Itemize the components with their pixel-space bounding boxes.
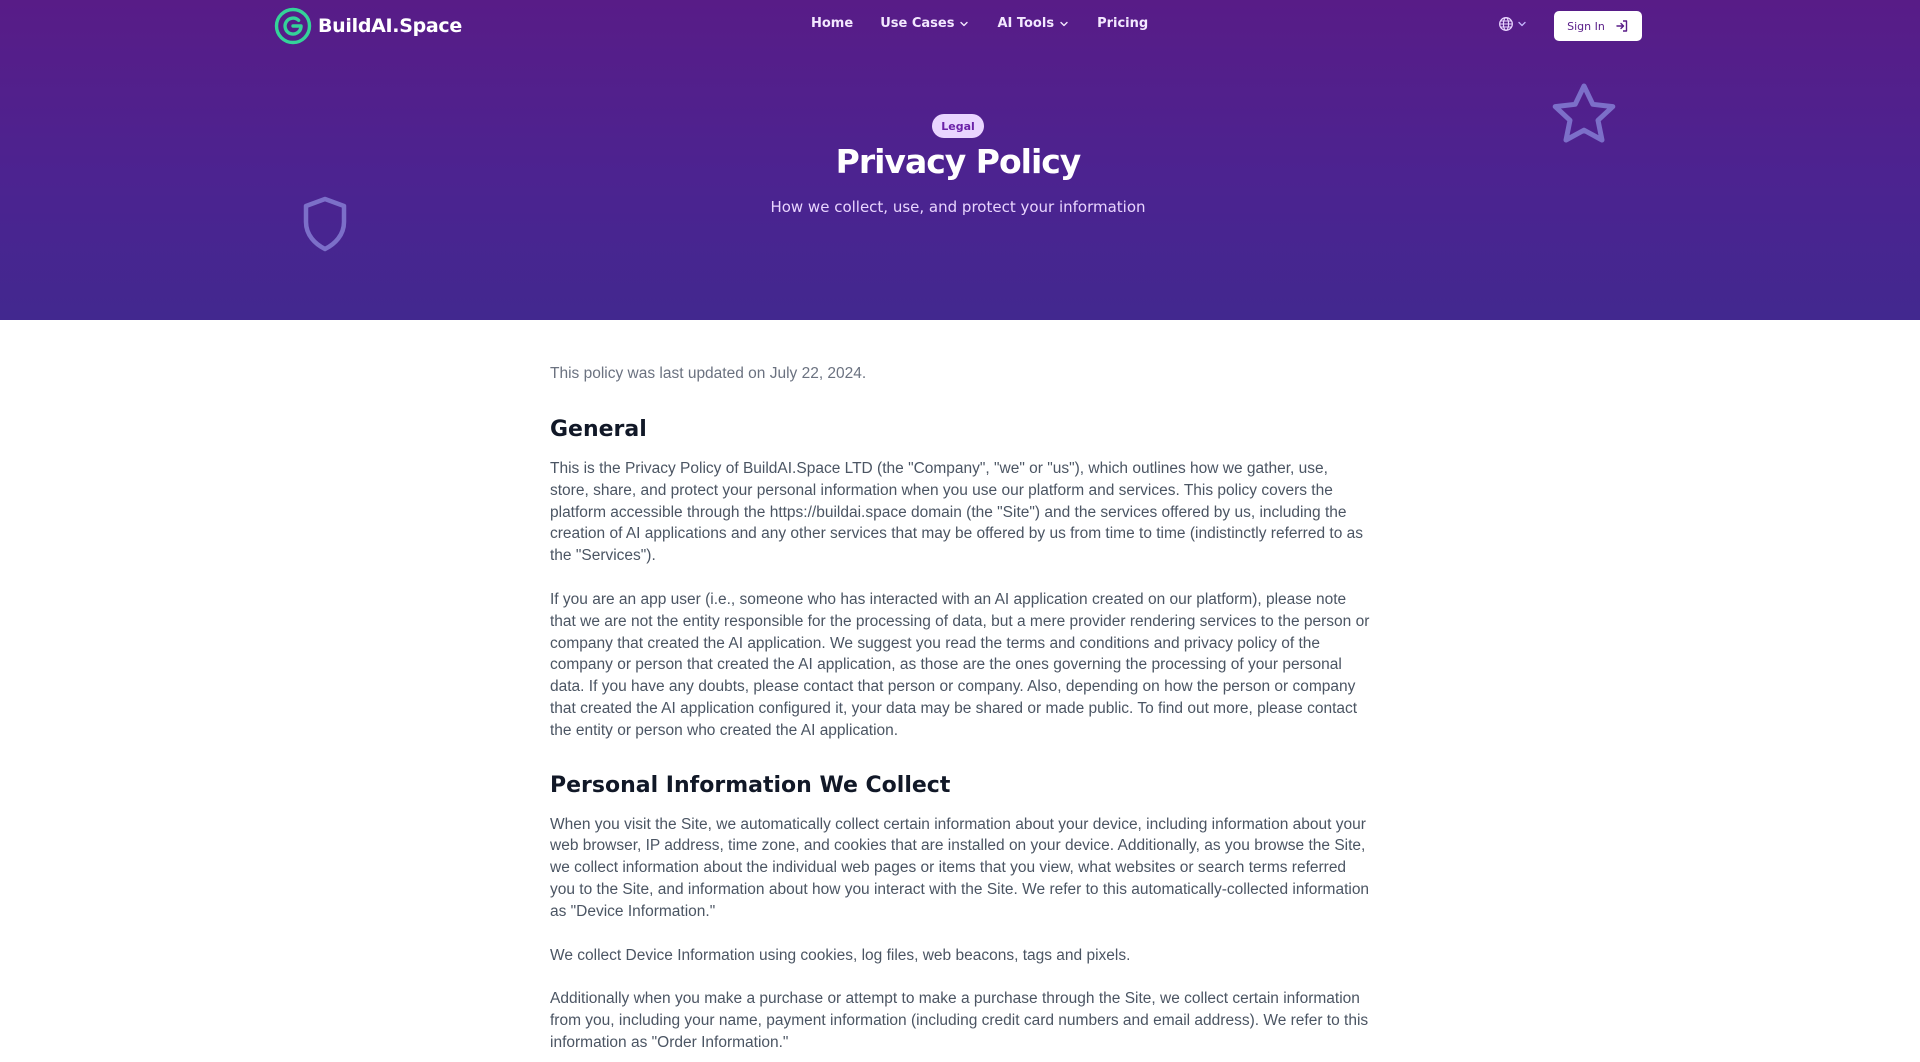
personal-info-paragraph: Additionally when you make a purchase or attempt to make a purchase through the Site, we collect certain information from you, including your name, payment information (including credit card numbers and email address). We refer to this information as "Order Information." (550, 990, 1369, 1051)
globe-icon (1498, 16, 1514, 32)
nav-pricing-label: Pricing (1097, 16, 1149, 31)
nav-home[interactable] (811, 16, 853, 31)
sign-in-label: Sign In (1567, 19, 1605, 33)
personal-info-paragraph: We collect Device Information using cookies, log files, web beacons, tags and pixels. (550, 946, 1131, 964)
page-title: Privacy Policy (835, 142, 1081, 181)
nav-pricing[interactable] (1097, 16, 1148, 31)
page-subtitle: How we collect, use, and protect your information (770, 198, 1146, 216)
general-paragraph: This is the Privacy Policy of BuildAI.Space LTD (the "Company", "we" or "us"), which outlines how we gather, use, store, share, and protect your personal information when you use our platform and services. This policy covers the platform accessible through the https://buildai.space domain (the "Site") and the services offered by us, including the creation of AI applications and any other services that may be offered by us from time to time (indistinctly referred to as the "Services"). (550, 460, 1363, 565)
nav-use-cases-label: Use Cases (880, 16, 955, 31)
chevron-down-icon (1516, 18, 1528, 30)
top-navigation (0, 0, 1920, 52)
policy-content (550, 362, 1370, 1054)
chevron-down-icon (1058, 18, 1070, 30)
brand-logo[interactable] (274, 8, 462, 44)
chevron-down-icon (958, 18, 970, 30)
last-updated-text: This policy was last updated on July 22, 2024. (550, 365, 867, 382)
nav-home-label: Home (811, 16, 854, 31)
nav-ai-tools[interactable] (997, 16, 1070, 31)
sign-in-button[interactable] (1554, 11, 1642, 41)
nav-links (811, 16, 1148, 31)
nav-use-cases[interactable] (880, 16, 970, 31)
hero-banner (0, 0, 1920, 320)
section-heading-personal-information: Personal Information We Collect (550, 772, 951, 798)
general-paragraph: If you are an app user (i.e., someone who has interacted with an AI application created on our platform), please note that we are not the entity responsible for the processing of data, but a mere provider rendering services to the person or company that created the AI application. We suggest you read the terms and conditions and privacy policy of the company or person that created the AI application, as those are the ones governing the processing of your personal data. If you have any doubts, please contact that person or company. Also, depending on how the person or company that created the AI application configured it, your data may be shared or made public. To find out more, please contact the entity or person who created the AI application. (550, 590, 1370, 739)
nav-ai-tools-label: AI Tools (997, 16, 1055, 31)
brand-name: BuildAI.Space (318, 15, 462, 37)
legal-badge: Legal (932, 114, 984, 138)
personal-info-paragraph: When you visit the Site, we automatically collect certain information about your device, including information about your web browser, IP address, time zone, and cookies that are installed on your device. Additionally, as you browse the Site, we collect information about the individual web pages or items that you view, what websites or search terms referred you to the Site, and information about how you interact with the Site. We refer to this automatically-collected information as "Device Information." (550, 815, 1370, 920)
buildai-logo-icon (274, 7, 312, 45)
language-selector[interactable] (1498, 16, 1528, 32)
section-heading-general: General (550, 417, 647, 442)
sign-in-arrow-icon (1615, 19, 1629, 33)
